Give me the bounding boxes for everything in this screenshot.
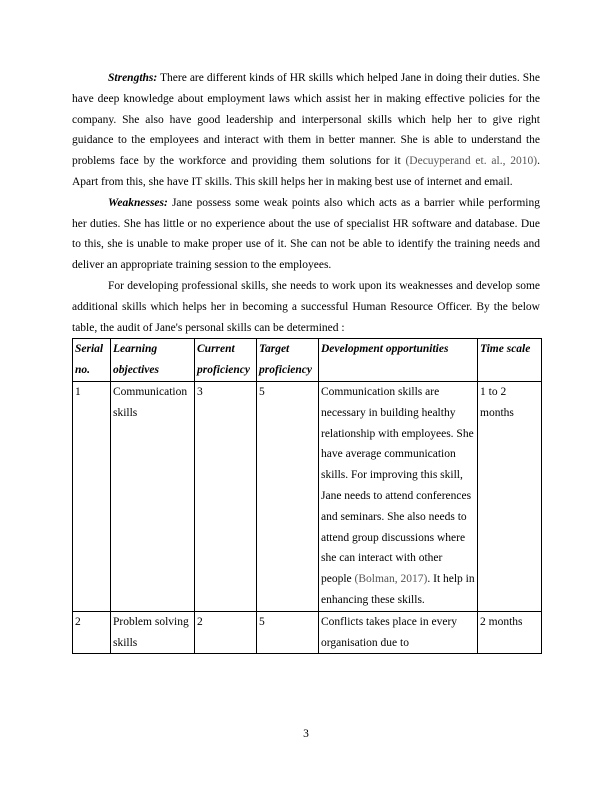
weaknesses-paragraph [72, 193, 540, 276]
header-current: Current proficiency [195, 339, 257, 382]
table-row [73, 611, 542, 654]
cell-current: 3 [195, 381, 257, 611]
cell-current: 2 [195, 611, 257, 654]
development-text: Communication skills are necessary in building healthy relationship with employees. She have average communication skills. For improving this skill, Jane needs to attend conferences and seminars. She also needs to attend group discussions where she can interact with other people [321, 385, 474, 586]
cell-time: 2 months [478, 611, 542, 654]
cell-target: 5 [257, 611, 319, 654]
table-row [73, 381, 542, 611]
strengths-paragraph [72, 68, 540, 193]
cell-development [319, 381, 478, 611]
strengths-label: Strengths: [108, 72, 158, 84]
skills-audit-table [72, 338, 542, 654]
cell-time: 1 to 2 months [478, 381, 542, 611]
header-time: Time scale [478, 339, 542, 382]
strengths-text-after: . Apart from this, she have IT skills. This skill helps her in making best use of internet and email. [72, 155, 540, 188]
cell-serial: 2 [73, 611, 111, 654]
cell-target: 5 [257, 381, 319, 611]
cell-objective: Communication skills [111, 381, 195, 611]
cell-serial: 1 [73, 381, 111, 611]
strengths-citation: (Decuyperand et. al., 2010) [405, 155, 538, 168]
header-serial: Serial no. [73, 339, 111, 382]
development-paragraph: For developing professional skills, she needs to work upon its weaknesses and develop some additional skills which helps her in becoming a successful Human Resource Officer. By the below table, the audit of Jane's personal skills can be determined : [72, 279, 540, 334]
development-citation: (Bolman, 2017) [354, 573, 428, 586]
weaknesses-label: Weaknesses: [108, 196, 168, 209]
cell-development: Conflicts takes place in every organisation due to [319, 611, 478, 654]
header-objectives: Learning objectives [111, 339, 195, 382]
strengths-text: There are different kinds of HR skills which helped Jane in doing their duties. She have deep knowledge about employment laws which assist her in making effective policies for the company. She also have good leadership and interpersonal skills which help her to give right guidance to the employees and interact with them in better manner. She is able to understand the problems face by the workforce and providing them solutions for it [72, 72, 540, 168]
cell-objective: Problem solving skills [111, 611, 195, 654]
header-development: Development opportunities [319, 339, 478, 382]
development-text-after: . It help in enhancing these skills. [321, 573, 475, 606]
page-number: 3 [303, 728, 309, 740]
document-page [72, 68, 540, 654]
header-target: Target proficiency [257, 339, 319, 382]
table-header-row [73, 339, 542, 382]
weaknesses-text: Jane possess some weak points also which acts as a barrier while performing her duties. She has little or no experience about the use of specialist HR software and database. Due to this, she is unable to make proper use of it. She can not be able to identify the training needs and deliver an appropriate training session to the employees. [72, 196, 540, 272]
